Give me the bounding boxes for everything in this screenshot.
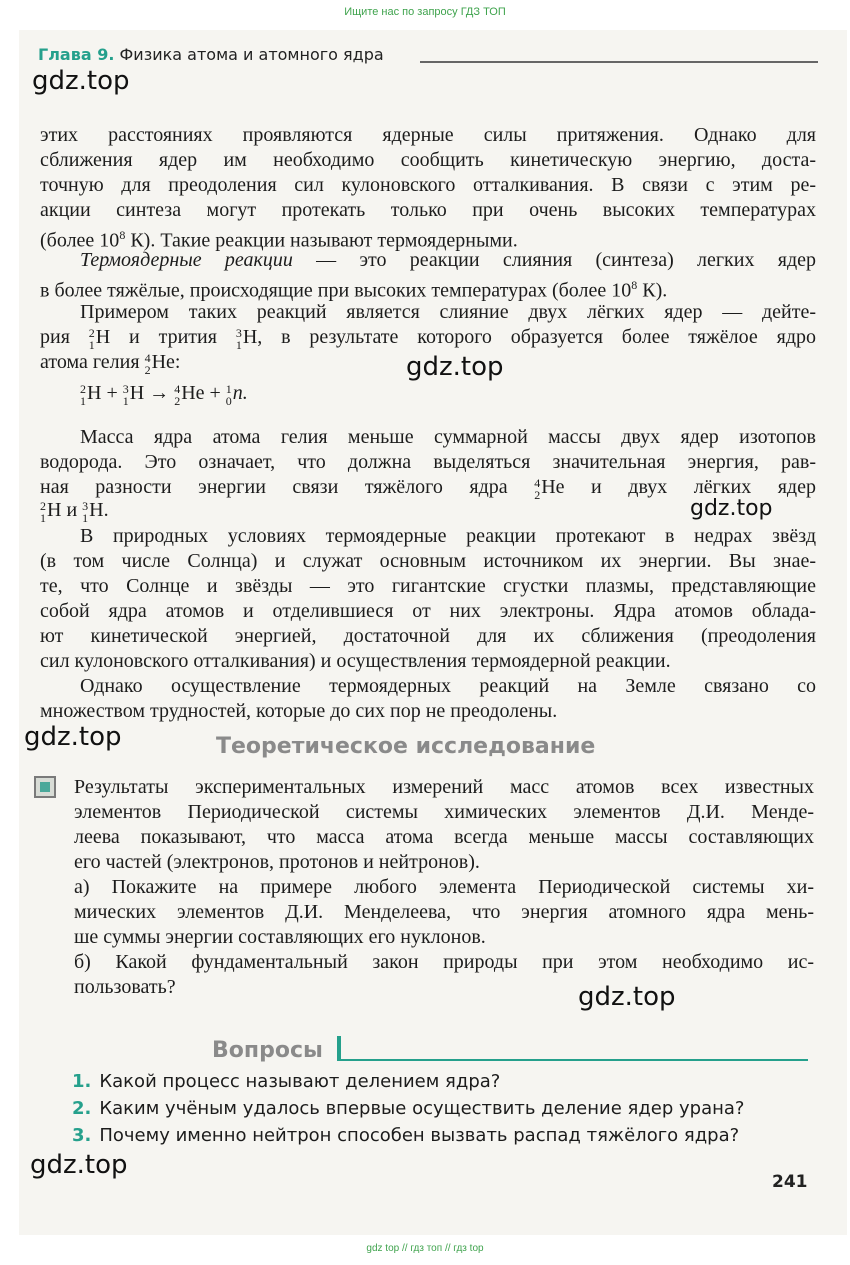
task-line: пользовать? <box>74 976 176 998</box>
question-text: Каким учёным удалось впервые осуществить деление ядер урана? <box>99 1098 745 1119</box>
question-item <box>72 1123 739 1149</box>
question-text: Какой процесс называют делением ядра? <box>99 1071 501 1092</box>
bottom-note: gdz top // гдз топ // гдз top <box>366 1243 484 1254</box>
page-number: 241 <box>772 1172 808 1192</box>
questions-rule <box>337 1059 808 1061</box>
question-number: 3. <box>72 1125 92 1146</box>
body-line: точную для преодоления сил кулоновского отталкивания. В связи с этим ре- <box>40 174 816 196</box>
body-line: Термоядерные реакции — это реакции слияния (синтеза) легких ядер <box>80 249 816 271</box>
body-line: собой ядра атомов и отделившиеся от них электроны. Ядра атомов облада- <box>40 600 816 622</box>
watermark: gdz.top <box>406 352 504 382</box>
chapter-header <box>38 45 384 64</box>
top-note: Ищите нас по запросу ГДЗ ТОП <box>344 6 506 18</box>
task-line: а) Покажите на примере любого элемента Периодической системы хи- <box>74 876 814 898</box>
questions-accent-bar <box>337 1036 341 1060</box>
question-text: Почему именно нейтрон способен вызвать распад тяжёлого ядра? <box>99 1125 740 1146</box>
task-line: его частей (электронов, протонов и нейтронов). <box>74 851 480 873</box>
body-line: ют кинетической энергией, достаточной для их сближения (преодоления <box>40 625 816 647</box>
task-line: мических элементов Д.И. Менделеева, что энергия атомного ядра мень- <box>74 901 814 923</box>
body-line: Однако осуществление термоядерных реакций на Земле связано со <box>80 675 816 697</box>
question-item <box>72 1069 500 1095</box>
body-line: водорода. Это означает, что должна выделяться значительная энергия, рав- <box>40 451 816 473</box>
body-line: те, что Солнце и звёзды — это гигантские сгустки плазмы, представляющие <box>40 575 816 597</box>
watermark: gdz.top <box>24 722 122 752</box>
task-line: ше суммы энергии составляющих его нуклонов. <box>74 926 486 948</box>
body-line: сил кулоновского отталкивания) и осуществления термоядерной реакции. <box>40 650 671 672</box>
section-title-theory: Теоретическое исследование <box>216 734 596 759</box>
body-line: ная разности энергии связи тяжёлого ядра 4 2 He и двух лёгких ядер <box>40 476 816 502</box>
body-line: сближения ядер им необходимо сообщить кинетическую энергию, доста- <box>40 149 816 171</box>
reaction-formula: 2 1 H + 3 1 H → 4 2 He + 1 0 n. <box>80 382 248 408</box>
questions-title: Вопросы <box>212 1038 323 1063</box>
chapter-label: Глава 9. <box>38 45 115 64</box>
task-icon <box>34 776 56 798</box>
chapter-rule <box>420 61 818 63</box>
body-line: Примером таких реакций является слияние двух лёгких ядер — дейте- <box>80 301 816 323</box>
body-line: этих расстояниях проявляются ядерные силы притяжения. Однако для <box>40 124 816 146</box>
body-line: рия 2 1 H и трития 3 1 H, в результате которого образуется более тяжёлое ядро <box>40 326 817 352</box>
watermark: gdz.top <box>32 66 130 96</box>
chapter-title: Физика атома и атомного ядра <box>119 45 384 64</box>
body-line: в более тяжёлые, происходящие при высоких температурах (более $10^8$ К). <box>40 278 668 302</box>
watermark: gdz.top <box>578 982 676 1012</box>
body-line: Масса ядра атома гелия меньше суммарной массы двух ядер изотопов <box>80 426 816 448</box>
body-line: (более $10^8$ К). Такие реакции называют термоядерными. <box>40 228 518 252</box>
watermark: gdz.top <box>30 1150 128 1180</box>
body-line: множеством трудностей, которые до сих пор не преодолены. <box>40 700 558 722</box>
task-line: б) Какой фундаментальный закон природы при этом необходимо ис- <box>74 951 814 973</box>
question-item <box>72 1096 744 1122</box>
body-line: атома гелия 4 2 He: <box>40 351 181 377</box>
body-line: 2 1 H и 3 1 H. <box>40 499 109 525</box>
term-thermonuclear: Термоядерные реакции <box>80 249 293 271</box>
task-line: элементов Периодической системы химических элементов Д.И. Менде- <box>74 801 814 823</box>
task-line: Результаты экспериментальных измерений масс атомов всех известных <box>74 776 814 798</box>
watermark: gdz.top <box>690 496 773 521</box>
body-line: акции синтеза могут протекать только при очень высоких температурах <box>40 199 816 221</box>
body-line: (в том числе Солнца) и служат основным источником их энергии. Вы знае- <box>40 550 816 572</box>
question-number: 2. <box>72 1098 92 1119</box>
body-line: В природных условиях термоядерные реакции протекают в недрах звёзд <box>80 525 816 547</box>
task-line: леева показывают, что масса атома всегда меньше массы составляющих <box>74 826 814 848</box>
question-number: 1. <box>72 1071 92 1092</box>
